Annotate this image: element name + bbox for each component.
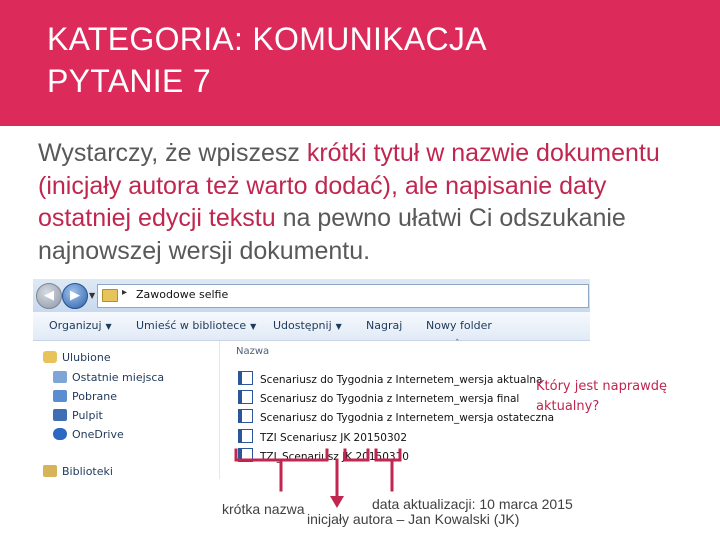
body-text-part1: Wystarczy, że wpiszesz	[38, 139, 307, 167]
body-text-highlight: krótki tytuł w nazwie dokumentu (inicjały autora też warto dodać), ale napisanie daty ostatniej edycji tekstu	[38, 139, 660, 232]
body-text-part2: na pewno ułatwi Ci odszukanie najnowszej wersji dokumentu.	[38, 204, 626, 265]
chevron-down-icon: ▼	[105, 322, 112, 331]
chevron-right-icon: ▸	[122, 287, 128, 298]
file-row[interactable]: Scenariusz do Tygodnia z Internetem_wersja aktualna	[238, 371, 542, 389]
label-author-initials: inicjały autora – Jan Kowalski (JK)	[307, 511, 520, 527]
address-path: Zawodowe selfie	[136, 288, 229, 301]
initials-bracket	[345, 450, 368, 460]
file-row[interactable]: TZI Scenariusz JK 20150302	[238, 429, 407, 447]
nav-onedrive[interactable]: OneDrive	[53, 428, 124, 446]
back-button[interactable]: ◀	[36, 283, 62, 309]
chevron-down-icon: ▼	[250, 322, 257, 331]
label-update-date: data aktualizacji: 10 marca 2015	[372, 496, 573, 512]
callout-question: Który jest naprawdę aktualny?	[536, 379, 668, 414]
file-row[interactable]: Scenariusz do Tygodnia z Internetem_wersja ostateczna	[238, 409, 554, 427]
nav-desktop[interactable]: Pulpit	[53, 409, 103, 427]
short-name-bracket	[236, 450, 327, 460]
file-row[interactable]: Scenariusz do Tygodnia z Internetem_wersja final	[238, 390, 519, 408]
nav-libraries[interactable]: Biblioteki	[43, 465, 113, 479]
burn-button[interactable]: Nagraj	[366, 319, 403, 332]
column-header-name[interactable]: Nazwa	[236, 346, 270, 357]
arrow-down-icon	[330, 496, 344, 508]
title-question: PYTANIE 7	[47, 63, 211, 99]
history-dropdown-icon[interactable]: ▼	[89, 291, 96, 300]
share-button[interactable]: Udostępnij ▼	[273, 319, 342, 332]
title-category: KATEGORIA: KOMUNIKACJA	[47, 21, 487, 57]
nav-downloads[interactable]: Pobrane	[53, 390, 117, 408]
file-row[interactable]: TZI_Scenariusz JK 20150310	[238, 448, 409, 466]
label-short-name: krótka nazwa	[222, 501, 305, 517]
chevron-down-icon: ▼	[335, 322, 342, 331]
new-folder-button[interactable]: Nowy folder	[426, 319, 492, 332]
date-bracket	[376, 450, 400, 460]
sort-caret-icon: ˆ	[455, 339, 460, 349]
include-in-library-button[interactable]: Umieść w bibliotece ▼	[136, 319, 257, 332]
nav-favorites[interactable]: Ulubione	[43, 351, 111, 369]
organize-button[interactable]: Organizuj ▼	[49, 319, 112, 332]
nav-recent-places[interactable]: Ostatnie miejsca	[53, 371, 164, 389]
forward-button[interactable]: ▶	[62, 283, 88, 309]
